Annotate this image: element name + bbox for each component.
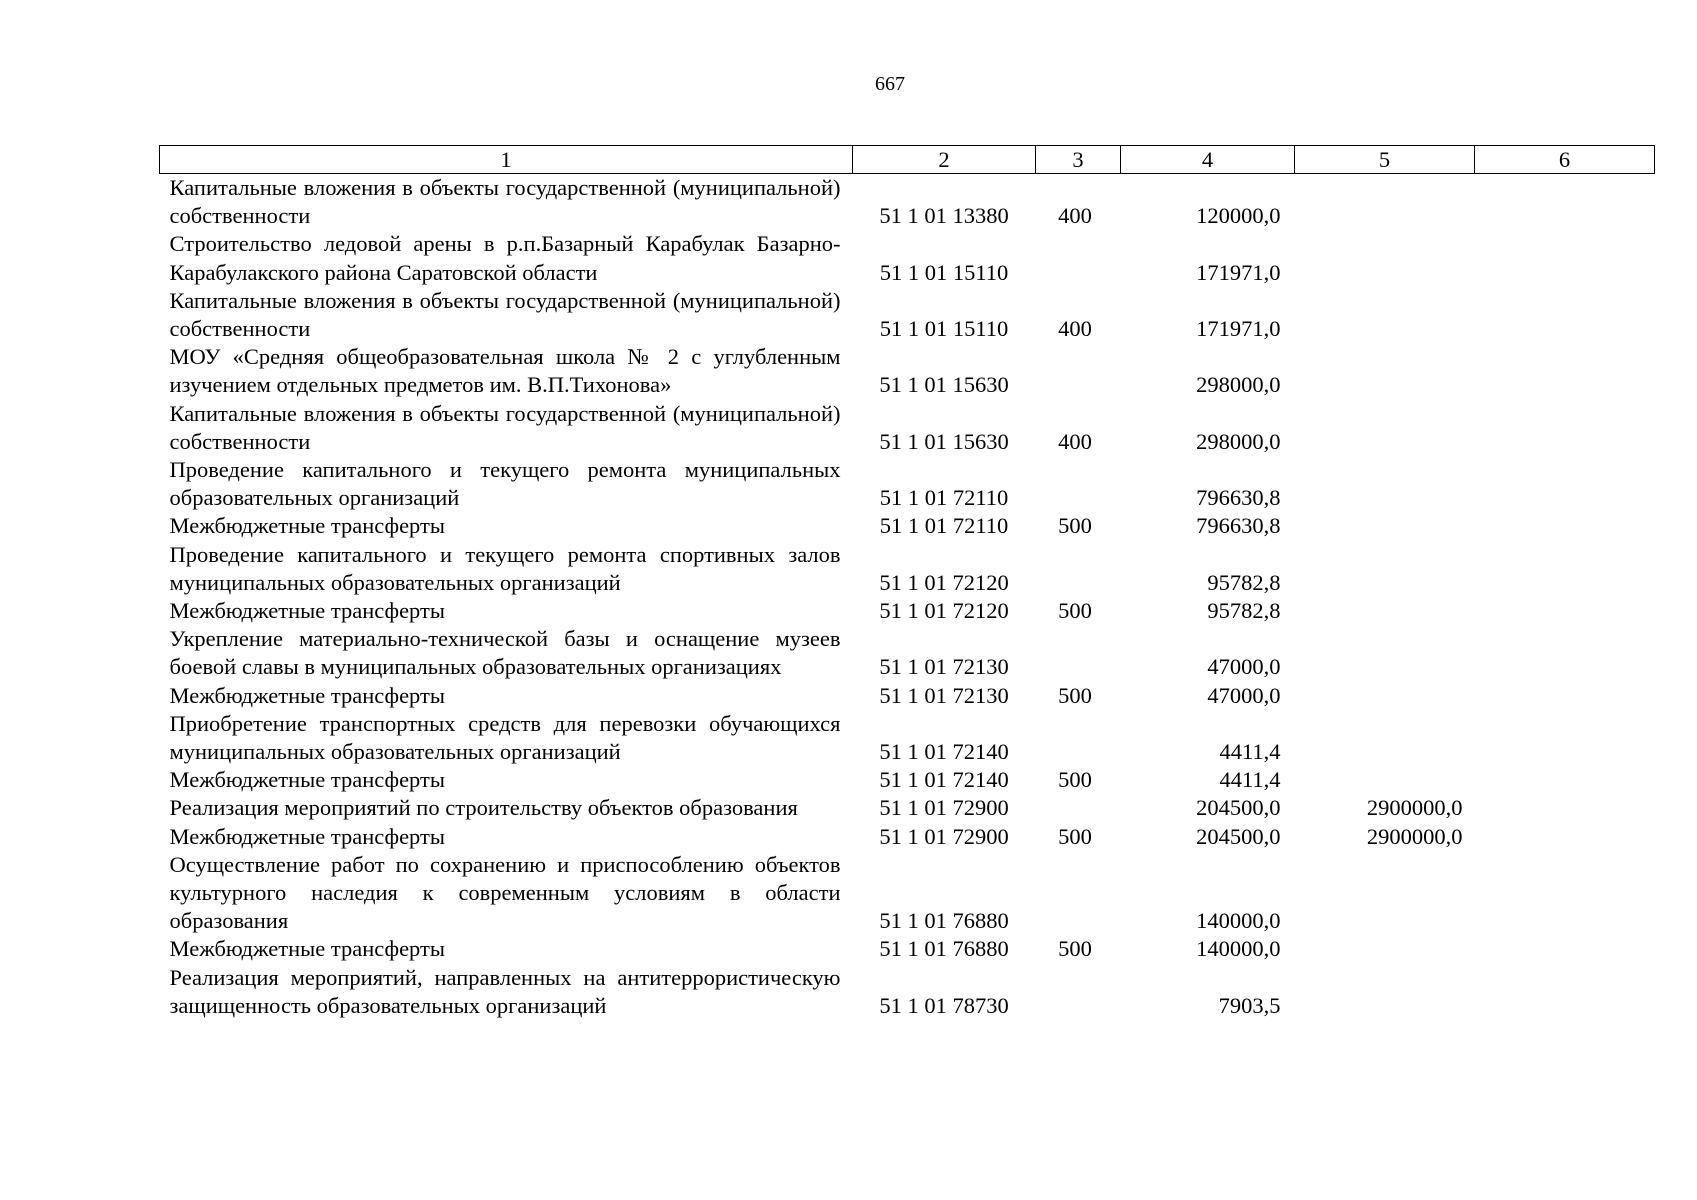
row-amount-col6 <box>1475 964 1655 1020</box>
row-description: Проведение капитального и текущего ремонта муниципальных образовательных организаций <box>169 457 841 511</box>
header-row <box>160 146 1655 174</box>
row-amount-col4: 120000,0 <box>1196 203 1281 229</box>
row-amount-col5 <box>1295 230 1475 286</box>
row-description: Строительство ледовой арены в р.п.Базарный Карабулак Базарно-Карабулакского района Саратовской области <box>169 231 841 285</box>
table-row <box>160 625 1655 681</box>
header-cell-6: 6 <box>1475 146 1655 174</box>
row-amount-col6 <box>1475 935 1655 963</box>
row-amount-col6 <box>1475 625 1655 681</box>
row-amount-col4: 47000,0 <box>1207 654 1281 680</box>
row-amount-col6 <box>1475 230 1655 286</box>
row-expense-type: 400 <box>1058 203 1092 229</box>
row-amount-col5: 2900000,0 <box>1366 795 1463 821</box>
row-amount-col5 <box>1295 512 1475 540</box>
row-amount-col4: 140000,0 <box>1196 908 1281 934</box>
row-target-code: 51 1 01 15110 <box>879 316 1009 342</box>
table-row <box>160 287 1655 343</box>
row-amount-col6 <box>1475 766 1655 794</box>
row-target-code: 51 1 01 72900 <box>879 795 1009 821</box>
header-cell-1: 1 <box>160 146 853 174</box>
table-row <box>160 230 1655 286</box>
row-amount-col5 <box>1295 174 1475 231</box>
table-row <box>160 851 1655 936</box>
row-amount-col4: 796630,8 <box>1196 513 1281 539</box>
row-amount-col5: 2900000,0 <box>1366 823 1463 849</box>
table-row <box>160 964 1655 1020</box>
row-target-code: 51 1 01 76880 <box>879 908 1009 934</box>
row-amount-col5 <box>1295 935 1475 963</box>
row-amount-col6 <box>1475 174 1655 231</box>
row-amount-col4: 204500,0 <box>1196 795 1281 821</box>
row-amount-col6 <box>1475 400 1655 456</box>
table-row <box>160 794 1655 822</box>
row-amount-col5 <box>1295 597 1475 625</box>
row-amount-col4: 298000,0 <box>1196 428 1281 454</box>
row-expense-type <box>1036 710 1121 766</box>
row-expense-type <box>1036 456 1121 512</box>
table-row <box>160 710 1655 766</box>
row-target-code: 51 1 01 72900 <box>879 823 1009 849</box>
row-amount-col5 <box>1295 710 1475 766</box>
table-row <box>160 682 1655 710</box>
row-amount-col6 <box>1475 597 1655 625</box>
row-expense-type: 500 <box>1058 682 1092 708</box>
row-description: Осуществление работ по сохранению и приспособлению объектов культурного наследия к современным условиям в области образования <box>169 851 841 934</box>
row-target-code: 51 1 01 72140 <box>879 739 1009 765</box>
row-description: Реализация мероприятий, направленных на антитеррористическую защищенность образовательных организаций <box>169 964 841 1018</box>
row-expense-type <box>1036 625 1121 681</box>
row-amount-col4: 796630,8 <box>1196 485 1281 511</box>
row-amount-col4: 4411,4 <box>1219 767 1281 793</box>
row-amount-col6 <box>1475 851 1655 936</box>
row-expense-type <box>1036 964 1121 1020</box>
page-number: 667 <box>875 73 905 95</box>
row-amount-col5 <box>1295 456 1475 512</box>
row-amount-col5 <box>1295 682 1475 710</box>
row-amount-col6 <box>1475 512 1655 540</box>
row-amount-col6 <box>1475 541 1655 597</box>
row-target-code: 51 1 01 76880 <box>879 936 1009 962</box>
row-amount-col4: 204500,0 <box>1196 823 1281 849</box>
row-target-code: 51 1 01 72120 <box>879 569 1009 595</box>
row-amount-col6 <box>1475 287 1655 343</box>
row-description: Межбюджетные трансферты <box>169 513 445 539</box>
row-target-code: 51 1 01 15110 <box>879 259 1009 285</box>
table-row <box>160 512 1655 540</box>
row-description: Капитальные вложения в объекты государственной (муниципальной) собственности <box>169 400 841 454</box>
header-cell-4: 4 <box>1121 146 1295 174</box>
table-row <box>160 400 1655 456</box>
row-expense-type <box>1036 851 1121 936</box>
row-description: МОУ «Средняя общеобразовательная школа № 2 с углубленным изучением отдельных предметов им. В.П.Тихонова» <box>169 344 841 398</box>
row-amount-col4: 47000,0 <box>1207 682 1281 708</box>
row-amount-col4: 298000,0 <box>1196 372 1281 398</box>
row-amount-col4: 4411,4 <box>1219 739 1281 765</box>
row-amount-col4: 95782,8 <box>1207 598 1281 624</box>
header-cell-2: 2 <box>853 146 1036 174</box>
row-description: Приобретение транспортных средств для перевозки обучающихся муниципальных образовательных организаций <box>169 710 841 765</box>
row-amount-col5 <box>1295 766 1475 794</box>
row-description: Межбюджетные трансферты <box>169 682 445 708</box>
row-amount-col5 <box>1295 541 1475 597</box>
row-target-code: 51 1 01 72130 <box>879 654 1009 680</box>
row-amount-col6 <box>1475 682 1655 710</box>
row-description: Укрепление материально-технической базы и оснащение музеев боевой славы в муниципальных образовательных организациях <box>169 626 841 680</box>
table-row <box>160 456 1655 512</box>
row-expense-type: 400 <box>1058 428 1092 454</box>
row-description: Межбюджетные трансферты <box>169 598 445 624</box>
row-expense-type <box>1036 794 1121 822</box>
row-target-code: 51 1 01 78730 <box>879 992 1009 1018</box>
table-row <box>160 823 1655 851</box>
row-amount-col6 <box>1475 794 1655 822</box>
row-target-code: 51 1 01 13380 <box>879 203 1009 229</box>
row-target-code: 51 1 01 15630 <box>879 372 1009 398</box>
row-amount-col5 <box>1295 851 1475 936</box>
header-cell-5: 5 <box>1295 146 1475 174</box>
row-amount-col6 <box>1475 823 1655 851</box>
row-description: Проведение капитального и текущего ремонта спортивных залов муниципальных образовательных организаций <box>169 541 841 595</box>
row-expense-type <box>1036 230 1121 286</box>
row-target-code: 51 1 01 15630 <box>879 428 1009 454</box>
table-row <box>160 597 1655 625</box>
row-expense-type: 500 <box>1058 823 1092 849</box>
row-target-code: 51 1 01 72130 <box>879 682 1009 708</box>
budget-table <box>159 145 1655 1020</box>
table-body <box>160 174 1655 1021</box>
row-expense-type: 500 <box>1058 936 1092 962</box>
row-target-code: 51 1 01 72120 <box>879 598 1009 624</box>
row-target-code: 51 1 01 72110 <box>879 513 1009 539</box>
table-row <box>160 343 1655 399</box>
row-expense-type <box>1036 541 1121 597</box>
row-target-code: 51 1 01 72140 <box>879 767 1009 793</box>
row-expense-type <box>1036 343 1121 399</box>
row-description: Межбюджетные трансферты <box>169 823 445 849</box>
row-amount-col5 <box>1295 343 1475 399</box>
row-amount-col4: 7903,5 <box>1218 992 1281 1018</box>
row-description: Реализация мероприятий по строительству объектов образования <box>169 795 798 821</box>
table-row <box>160 935 1655 963</box>
table-row <box>160 766 1655 794</box>
row-description: Капитальные вложения в объекты государственной (муниципальной) собственности <box>169 287 841 342</box>
row-amount-col6 <box>1475 343 1655 399</box>
row-amount-col5 <box>1295 625 1475 681</box>
row-expense-type: 400 <box>1058 316 1092 342</box>
row-amount-col4: 140000,0 <box>1196 936 1281 962</box>
header-cell-3: 3 <box>1036 146 1121 174</box>
row-expense-type: 500 <box>1058 513 1092 539</box>
row-amount-col6 <box>1475 710 1655 766</box>
row-description: Межбюджетные трансферты <box>169 936 445 962</box>
row-amount-col4: 171971,0 <box>1196 259 1281 285</box>
row-description: Капитальные вложения в объекты государственной (муниципальной) собственности <box>169 175 841 229</box>
row-target-code: 51 1 01 72110 <box>879 485 1009 511</box>
table-row <box>160 541 1655 597</box>
table-row <box>160 174 1655 231</box>
row-amount-col5 <box>1295 400 1475 456</box>
row-amount-col5 <box>1295 287 1475 343</box>
row-amount-col4: 171971,0 <box>1196 316 1281 342</box>
row-expense-type: 500 <box>1058 767 1092 793</box>
row-description: Межбюджетные трансферты <box>169 767 445 793</box>
row-amount-col6 <box>1475 456 1655 512</box>
row-expense-type: 500 <box>1058 598 1092 624</box>
row-amount-col5 <box>1295 964 1475 1020</box>
row-amount-col4: 95782,8 <box>1207 569 1281 595</box>
